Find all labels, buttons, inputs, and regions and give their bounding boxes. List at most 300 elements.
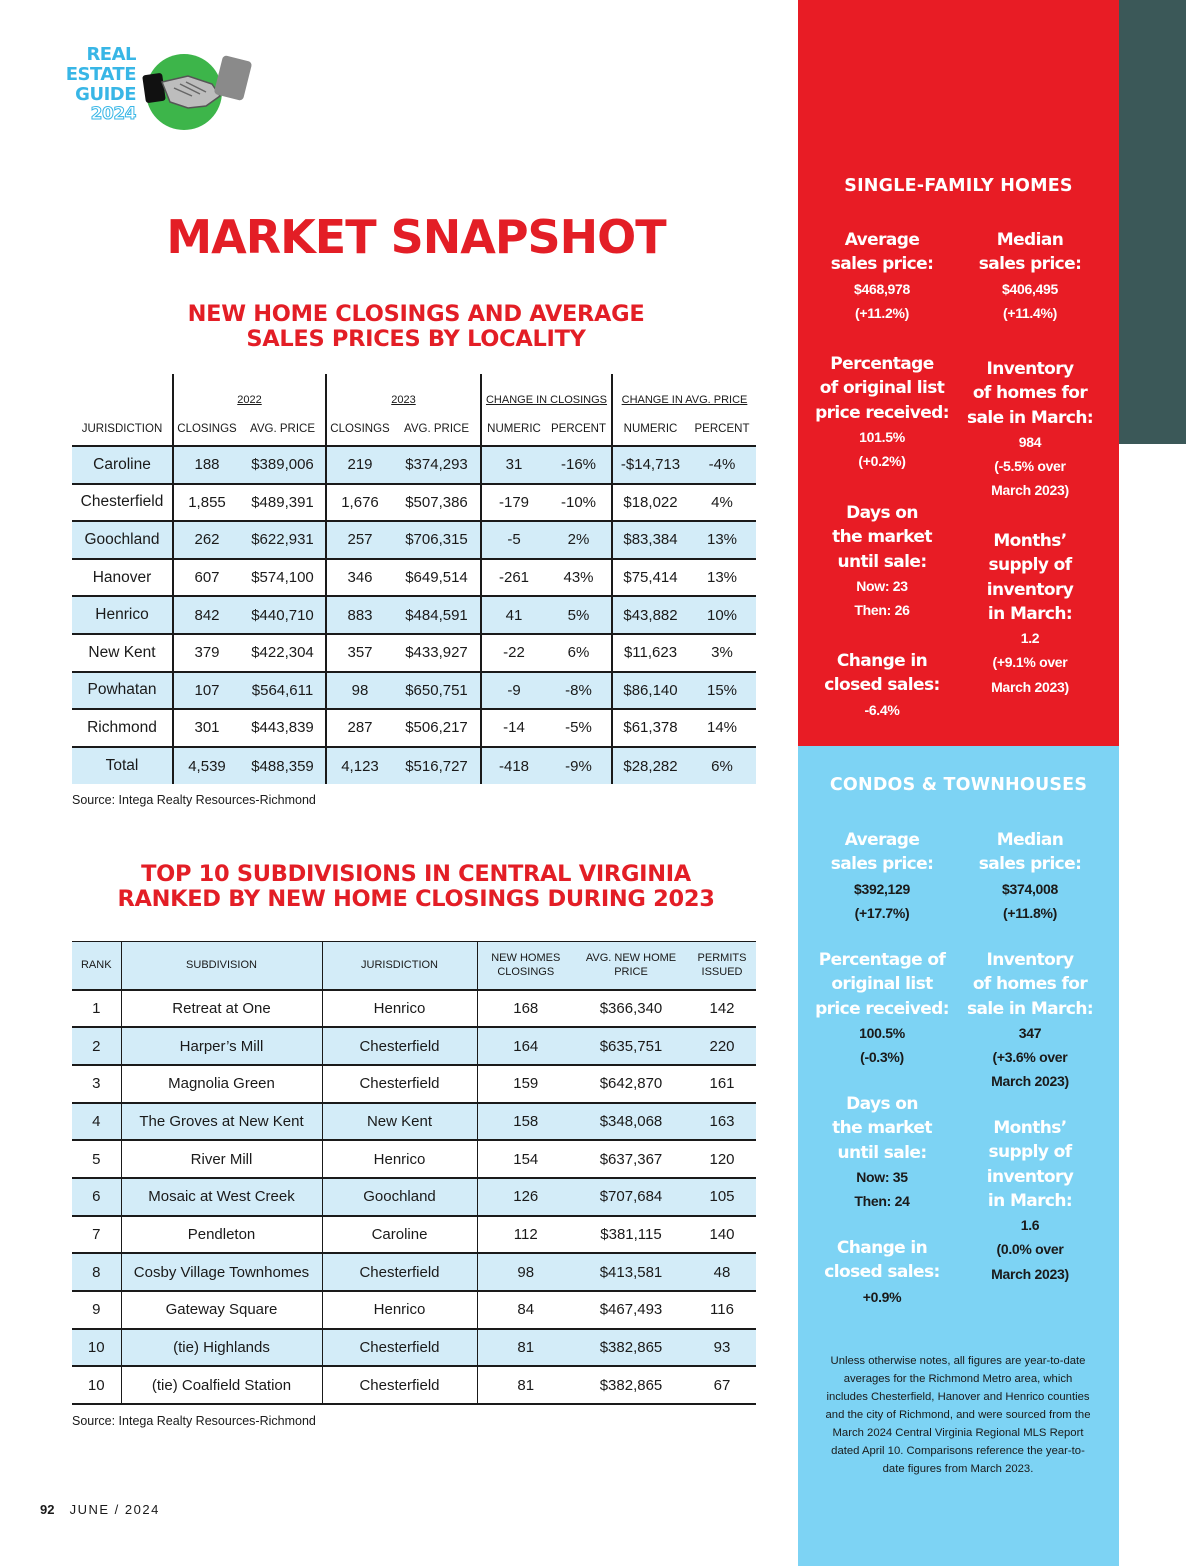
- data-cell: $489,391: [251, 493, 314, 511]
- ct-median-value: $374,008: [1002, 880, 1058, 897]
- table-row: [72, 1253, 756, 1291]
- permits-cell: 220: [688, 1027, 756, 1065]
- data-cell: -179: [481, 484, 546, 522]
- data-cell: $28,282: [612, 747, 688, 785]
- permits-cell: 67: [713, 1376, 731, 1394]
- sf-pct-value: 101.5%: [859, 428, 905, 445]
- ct-inv-value: 347: [1018, 1024, 1042, 1041]
- ct-avg-label-1: Average: [844, 830, 920, 850]
- permits-cell: 140: [709, 1225, 735, 1243]
- jurisdiction-cell: New Kent: [88, 643, 156, 661]
- table2-title: [60, 862, 772, 912]
- sf-months-stat: [960, 529, 1100, 699]
- sf-pct-label-1: Percentage: [830, 354, 934, 374]
- ct-months-stat: [960, 1116, 1100, 1286]
- subdivision-cell: Mosaic at West Creek: [121, 1178, 322, 1216]
- data-cell: -16%: [546, 446, 612, 484]
- sf-average-price-stat: [812, 228, 952, 325]
- data-cell: $61,378: [612, 709, 688, 747]
- ct-months-label-1: Months’: [993, 1118, 1067, 1138]
- ct-average-price-stat: [812, 828, 952, 925]
- jurisdiction-cell: Powhatan: [72, 672, 173, 710]
- sf-months-label-4: in March:: [987, 603, 1073, 624]
- rank-cell: 1: [92, 999, 101, 1017]
- permits-cell: 142: [709, 999, 735, 1017]
- closings-cell: 112: [477, 1216, 574, 1254]
- data-cell: -261: [481, 559, 546, 597]
- rank-cell: 6: [72, 1178, 121, 1216]
- sf-inv-change-ref: March 2023): [991, 482, 1069, 499]
- ct-pct-label-3: price received:: [815, 998, 949, 1019]
- sf-pct-label-3: price received:: [815, 402, 949, 423]
- sf-avg-label-1: Average: [844, 230, 920, 250]
- ct-months-label-2: supply of: [988, 1142, 1072, 1163]
- table1-source: Source: Intega Realty Resources-Richmond: [72, 793, 316, 807]
- table1-title-line2: SALES PRICES BY LOCALITY: [246, 326, 586, 352]
- closings-cell: 81: [477, 1366, 574, 1404]
- data-cell: 14%: [706, 719, 738, 737]
- corner-cell: [72, 374, 173, 412]
- ct-inv-label-2: of homes for: [972, 974, 1088, 995]
- data-cell: $622,931: [240, 521, 326, 559]
- price-cell: $382,865: [599, 1376, 663, 1394]
- ct-closed-label-2: closed sales:: [824, 1262, 940, 1283]
- single-family-title: SINGLE-FAMILY HOMES: [844, 176, 1073, 196]
- header-subdivision: SUBDIVISION: [121, 942, 322, 990]
- table2-title-line2: RANKED BY NEW HOME CLOSINGS DURING 2023: [117, 886, 715, 912]
- rank-cell: 9: [92, 1301, 101, 1319]
- data-cell: 13%: [688, 521, 756, 559]
- data-cell: 98: [326, 672, 393, 710]
- group-2022: 2022: [173, 374, 326, 412]
- data-cell: $443,839: [251, 719, 314, 737]
- sf-inv-value: 984: [1018, 433, 1042, 450]
- closings-cell: 168: [477, 990, 574, 1028]
- single-family-panel: [798, 0, 1119, 746]
- page-title: MARKET SNAPSHOT: [166, 210, 666, 264]
- col-header-5: NUMERIC: [481, 412, 546, 446]
- table-row: [72, 484, 756, 522]
- price-cell: $637,367: [599, 1150, 663, 1168]
- data-cell: 43%: [563, 569, 594, 587]
- ct-inv-label-3: sale in March:: [966, 998, 1094, 1019]
- header-permits-line2: ISSUED: [701, 966, 743, 979]
- price-cell: $413,581: [574, 1253, 688, 1291]
- price-cell: $366,340: [599, 999, 663, 1017]
- data-cell: $11,623: [612, 634, 688, 672]
- price-cell: $467,493: [599, 1301, 663, 1319]
- data-cell: 346: [326, 559, 393, 597]
- subdivision-cell: The Groves at New Kent: [121, 1103, 322, 1141]
- ct-days-label-2: the market: [832, 1118, 932, 1139]
- jurisdiction-cell: Henrico: [72, 596, 173, 634]
- header-avg-new-home-price: [574, 942, 688, 990]
- data-cell: 6%: [567, 644, 590, 662]
- data-cell: -10%: [560, 493, 597, 511]
- data-cell: $43,882: [612, 596, 688, 634]
- data-cell: -14: [481, 709, 546, 747]
- data-cell: -4%: [688, 446, 756, 484]
- table-row: [72, 1216, 756, 1254]
- sf-months-label-2: supply of: [988, 555, 1072, 576]
- table-row: [72, 1291, 756, 1329]
- handshake-icon: [140, 52, 258, 132]
- data-cell: 219: [326, 446, 393, 484]
- sf-days-stat: [812, 501, 952, 622]
- group-2023: 2023: [326, 374, 481, 412]
- ct-days-label-1: Days on: [846, 1094, 918, 1114]
- data-cell: $75,414: [612, 559, 688, 597]
- ct-median-change: (+11.8%): [1002, 904, 1058, 921]
- jurisdiction-cell: Chesterfield: [322, 1065, 477, 1103]
- data-cell: 15%: [688, 672, 756, 710]
- col-header-2: AVG. PRICE: [250, 422, 315, 435]
- sf-pct-list-stat: [812, 352, 952, 473]
- logo-word-guide: GUIDE: [75, 84, 136, 105]
- jurisdiction-cell: Henrico: [322, 1291, 477, 1329]
- rank-cell: 2: [72, 1027, 121, 1065]
- logo-word-year: 2024: [90, 104, 136, 124]
- data-cell: -$14,713: [612, 446, 688, 484]
- ct-inv-change: (+3.6% over: [992, 1049, 1068, 1066]
- data-cell: -418: [481, 747, 546, 785]
- closings-by-locality-table: [72, 374, 756, 784]
- table-row: [72, 596, 756, 634]
- ct-median-label-2: sales price:: [978, 854, 1082, 875]
- jurisdiction-cell: Richmond: [87, 718, 157, 736]
- data-cell: 1,676: [326, 484, 393, 522]
- sf-days-now: Now: 23: [856, 577, 908, 594]
- data-cell: $83,384: [612, 521, 688, 559]
- sf-inv-label-3: sale in March:: [966, 407, 1094, 428]
- data-cell: $440,710: [240, 596, 326, 634]
- ct-days-then: Then: 24: [854, 1193, 910, 1210]
- sf-closed-label-1: Change in: [836, 651, 928, 671]
- data-cell: $516,727: [393, 747, 481, 785]
- col-header-1: CLOSINGS: [173, 412, 240, 446]
- jurisdiction-cell: Goochland: [72, 521, 173, 559]
- header-rank: RANK: [72, 942, 121, 990]
- page-footer: [40, 1502, 160, 1517]
- data-cell: $422,304: [251, 644, 314, 662]
- ct-inv-label-1: Inventory: [986, 950, 1074, 970]
- jurisdiction-cell: Caroline: [322, 1216, 477, 1254]
- sf-pct-label-2: of original list: [819, 378, 945, 399]
- table-row: [72, 1140, 756, 1178]
- table-row: [72, 709, 756, 747]
- sf-closed-sales-stat: [812, 649, 952, 722]
- data-cell: $389,006: [240, 446, 326, 484]
- price-cell: $642,870: [599, 1075, 663, 1093]
- condos-title: CONDOS & TOWNHOUSES: [829, 775, 1088, 795]
- data-cell: 607: [173, 559, 240, 597]
- rank-cell: 10: [72, 1329, 121, 1367]
- sf-median-change: (+11.4%): [1002, 304, 1058, 321]
- col-header-7: NUMERIC: [612, 412, 688, 446]
- data-cell: -5%: [565, 719, 592, 737]
- table-row: [72, 1027, 756, 1065]
- sf-days-label-1: Days on: [846, 503, 918, 523]
- data-cell: $488,359: [240, 747, 326, 785]
- table-row: [72, 1366, 756, 1404]
- table-row: [72, 559, 756, 597]
- jurisdiction-cell: Hanover: [92, 568, 152, 586]
- sf-inv-change: (-5.5% over: [994, 458, 1066, 475]
- page-number: 92: [40, 1502, 55, 1517]
- rank-cell: 3: [92, 1075, 101, 1093]
- data-cell: 4,123: [326, 747, 393, 785]
- table-row: [72, 521, 756, 559]
- permits-cell: 116: [710, 1301, 734, 1319]
- data-cell: 379: [173, 634, 240, 672]
- sf-days-label-3: until sale:: [837, 551, 927, 572]
- col-header-4: AVG. PRICE: [404, 422, 469, 435]
- data-cell: 257: [326, 521, 393, 559]
- data-cell: 107: [173, 672, 240, 710]
- permits-cell: 105: [688, 1178, 756, 1216]
- methodology-note: Unless otherwise notes, all figures are year-to-date averages for the Richmond Metro area, which includes Chesterfield, Hanover and Henrico counties and the city of Richmond, and were sourced from the March 2024 Central Virginia Regional MLS Report dated April 10. Comparisons reference the year-to-date figures from March 2023.: [825, 1355, 1091, 1475]
- jurisdiction-cell: Goochland: [322, 1178, 477, 1216]
- jurisdiction-cell: Chesterfield: [322, 1366, 477, 1404]
- data-cell: $649,514: [405, 569, 468, 587]
- closings-cell: 126: [477, 1178, 574, 1216]
- table-row: [72, 634, 756, 672]
- sf-inv-label-1: Inventory: [986, 359, 1074, 379]
- permits-cell: 93: [688, 1329, 756, 1367]
- sf-avg-label-2: sales price:: [830, 254, 934, 275]
- data-cell: 287: [326, 709, 393, 747]
- header-permits-issued: [688, 942, 756, 990]
- data-cell: $484,591: [393, 596, 481, 634]
- header-new-homes-closings: [477, 942, 574, 990]
- price-cell: $635,751: [574, 1027, 688, 1065]
- sf-pct-change: (+0.2%): [858, 453, 906, 470]
- ct-pct-label-2: original list: [831, 974, 933, 995]
- data-cell: 41: [481, 596, 546, 634]
- data-cell: $507,386: [405, 493, 468, 511]
- jurisdiction-cell: Chesterfield: [322, 1027, 477, 1065]
- subdivision-cell: Pendleton: [121, 1216, 322, 1254]
- top-subdivisions-table: [72, 941, 756, 1405]
- sf-inv-label-2: of homes for: [972, 383, 1088, 404]
- jurisdiction-cell: Chesterfield: [322, 1253, 477, 1291]
- rank-cell: 8: [72, 1253, 121, 1291]
- header-permits-line1: PERMITS: [697, 952, 747, 965]
- group-change-price: CHANGE IN AVG. PRICE: [612, 374, 756, 412]
- jurisdiction-cell: Chesterfield: [322, 1329, 477, 1367]
- data-cell: 4,539: [173, 747, 240, 785]
- subdivision-cell: Harper’s Mill: [121, 1027, 322, 1065]
- rank-cell: 7: [92, 1225, 101, 1243]
- table-row: [72, 1065, 756, 1103]
- real-estate-guide-logo: [52, 40, 262, 132]
- data-cell: $374,293: [393, 446, 481, 484]
- data-cell: 301: [173, 709, 240, 747]
- subdivision-cell: Gateway Square: [121, 1291, 322, 1329]
- sf-months-value: 1.2: [1020, 630, 1040, 647]
- ct-inventory-stat: [960, 948, 1100, 1094]
- ct-avg-label-2: sales price:: [830, 854, 934, 875]
- data-cell: $506,217: [405, 719, 468, 737]
- closings-cell: 84: [477, 1291, 574, 1329]
- table1-title: [60, 302, 772, 352]
- table2-source: Source: Intega Realty Resources-Richmond: [72, 1414, 316, 1428]
- subdivision-cell: (tie) Coalfield Station: [121, 1366, 322, 1404]
- data-cell: $18,022: [612, 484, 688, 522]
- sf-median-value: $406,495: [1002, 280, 1058, 297]
- ct-inv-change-ref: March 2023): [991, 1073, 1069, 1090]
- jurisdiction-cell: New Kent: [322, 1103, 477, 1141]
- data-cell: 3%: [711, 644, 733, 662]
- data-cell: 188: [173, 446, 240, 484]
- ct-pct-change: (-0.3%): [860, 1049, 904, 1066]
- sf-avg-change: (+11.2%): [854, 304, 910, 321]
- sf-median-price-stat: [960, 228, 1100, 325]
- data-cell: -8%: [546, 672, 612, 710]
- sf-days-then: Then: 26: [854, 602, 910, 619]
- data-cell: 31: [481, 446, 546, 484]
- ct-pct-label-1: Percentage of: [818, 950, 946, 970]
- price-cell: $707,684: [574, 1178, 688, 1216]
- subdivision-cell: Cosby Village Townhomes: [121, 1253, 322, 1291]
- ct-months-change-ref: March 2023): [991, 1265, 1069, 1282]
- rank-cell: 10: [87, 1376, 105, 1394]
- ct-days-now: Now: 35: [856, 1168, 908, 1185]
- ct-median-label-1: Median: [996, 830, 1064, 850]
- permits-cell: 163: [688, 1103, 756, 1141]
- ct-pct-value: 100.5%: [859, 1024, 905, 1041]
- col-header-8: PERCENT: [694, 422, 750, 435]
- rank-cell: 4: [72, 1103, 121, 1141]
- data-cell: $706,315: [393, 521, 481, 559]
- data-cell: 357: [326, 634, 393, 672]
- table-row: [72, 446, 756, 484]
- jurisdiction-cell: Henrico: [322, 1140, 477, 1178]
- data-cell: -22: [481, 634, 546, 672]
- logo-word-estate: ESTATE: [65, 64, 136, 85]
- table2-title-line1: TOP 10 SUBDIVISIONS IN CENTRAL VIRGINIA: [141, 861, 691, 887]
- table-row: [72, 1178, 756, 1216]
- ct-months-change: (0.0% over: [996, 1241, 1064, 1258]
- rank-cell: 5: [92, 1150, 101, 1168]
- ct-closed-label-1: Change in: [836, 1238, 928, 1258]
- condos-panel: [798, 746, 1119, 1566]
- data-cell: $433,927: [405, 644, 468, 662]
- logo-word-real: REAL: [86, 44, 136, 65]
- jurisdiction-cell: Henrico: [322, 990, 477, 1028]
- col-header-0: JURISDICTION: [81, 422, 163, 435]
- closings-cell: 158: [477, 1103, 574, 1141]
- closings-cell: 159: [477, 1065, 574, 1103]
- sf-months-change-ref: March 2023): [991, 678, 1069, 695]
- total-row: [72, 747, 756, 785]
- table-row: [72, 1103, 756, 1141]
- sf-median-label-1: Median: [996, 230, 1064, 250]
- sf-closed-label-2: closed sales:: [824, 675, 940, 696]
- decorative-strip: [1119, 0, 1186, 444]
- sf-inventory-stat: [960, 357, 1100, 503]
- closings-cell: 164: [477, 1027, 574, 1065]
- data-cell: 883: [326, 596, 393, 634]
- ct-months-label-4: in March:: [987, 1190, 1073, 1211]
- table-row: [72, 672, 756, 710]
- price-cell: $381,115: [600, 1225, 662, 1243]
- sf-days-label-2: the market: [832, 527, 932, 548]
- data-cell: $86,140: [612, 672, 688, 710]
- ct-months-value: 1.6: [1020, 1217, 1040, 1234]
- data-cell: 842: [173, 596, 240, 634]
- group-change-closings: CHANGE IN CLOSINGS: [481, 374, 612, 412]
- data-cell: -9: [481, 672, 546, 710]
- subdivision-cell: Magnolia Green: [121, 1065, 322, 1103]
- data-cell: 6%: [688, 747, 756, 785]
- closings-cell: 81: [477, 1329, 574, 1367]
- ct-days-label-3: until sale:: [837, 1142, 927, 1163]
- data-cell: 13%: [706, 569, 738, 587]
- price-cell: $382,865: [574, 1329, 688, 1367]
- ct-median-price-stat: [960, 828, 1100, 925]
- ct-avg-change: (+17.7%): [854, 904, 910, 921]
- data-cell: $650,751: [393, 672, 481, 710]
- data-cell: 5%: [546, 596, 612, 634]
- header-price-line1: AVG. NEW HOME: [585, 952, 677, 965]
- table-row: [72, 990, 756, 1028]
- jurisdiction-cell: Chesterfield: [80, 493, 164, 511]
- data-cell: 1,855: [173, 484, 240, 522]
- col-header-3: CLOSINGS: [326, 412, 393, 446]
- data-cell: -9%: [546, 747, 612, 785]
- data-cell: $574,100: [251, 569, 314, 587]
- price-cell: $348,068: [574, 1103, 688, 1141]
- ct-avg-value: $392,129: [854, 880, 910, 897]
- closings-cell: 154: [477, 1140, 574, 1178]
- data-cell: 262: [173, 521, 240, 559]
- table1-title-line1: NEW HOME CLOSINGS AND AVERAGE: [187, 301, 645, 327]
- permits-cell: 161: [709, 1075, 735, 1093]
- col-header-6: PERCENT: [551, 422, 606, 435]
- jurisdiction-cell: Total: [72, 747, 173, 785]
- sf-closed-value: -6.4%: [864, 701, 900, 718]
- data-cell: 4%: [711, 493, 733, 511]
- ct-days-stat: [812, 1092, 952, 1213]
- subdivision-cell: (tie) Highlands: [121, 1329, 322, 1367]
- closings-cell: 98: [477, 1253, 574, 1291]
- sf-avg-value: $468,978: [854, 280, 910, 297]
- data-cell: 2%: [546, 521, 612, 559]
- sf-months-label-1: Months’: [993, 531, 1067, 551]
- ct-closed-value: +0.9%: [862, 1288, 902, 1305]
- header-price-line2: PRICE: [614, 966, 648, 979]
- header-jurisdiction: JURISDICTION: [322, 942, 477, 990]
- ct-closed-sales-stat: [812, 1236, 952, 1309]
- header-closings-line2: CLOSINGS: [497, 966, 555, 979]
- issue-date: JUNE / 2024: [69, 1502, 160, 1517]
- subdivision-cell: Retreat at One: [121, 990, 322, 1028]
- sf-median-label-2: sales price:: [978, 254, 1082, 275]
- jurisdiction-cell: Caroline: [72, 446, 173, 484]
- data-cell: -5: [481, 521, 546, 559]
- header-closings-line1: NEW HOMES: [491, 952, 561, 965]
- permits-cell: 120: [709, 1150, 735, 1168]
- ct-pct-list-stat: [812, 948, 952, 1069]
- table-row: [72, 1329, 756, 1367]
- ct-months-label-3: inventory: [986, 1166, 1074, 1187]
- sf-months-label-3: inventory: [986, 579, 1074, 600]
- data-cell: $564,611: [240, 672, 326, 710]
- subdivision-cell: River Mill: [121, 1140, 322, 1178]
- permits-cell: 48: [688, 1253, 756, 1291]
- data-cell: 10%: [688, 596, 756, 634]
